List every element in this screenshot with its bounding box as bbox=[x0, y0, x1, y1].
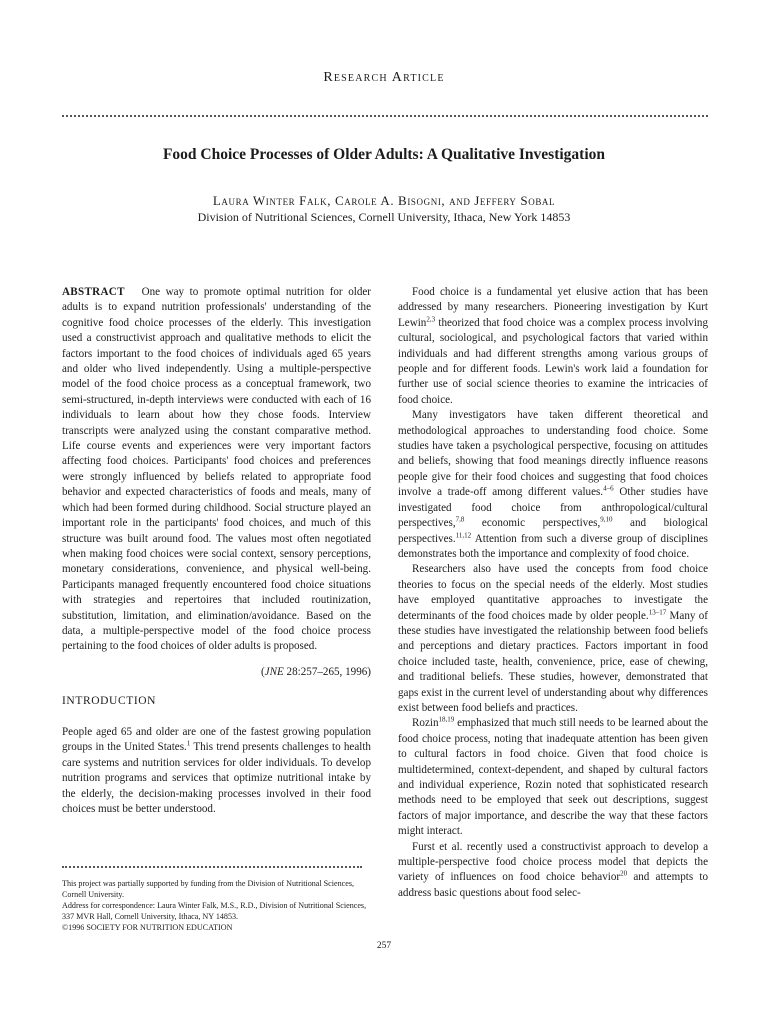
abstract-label: ABSTRACT bbox=[62, 286, 125, 298]
footnote-funding: This project was partially supported by funding from the Division of Nutritional Sciences, Cornell University. bbox=[62, 879, 354, 899]
body-paragraph-3: Researchers also have used the concepts from food choice theories to focus on the special needs of the elderly. Most studies have employed quantitative approaches to investigate the determinants of the food choices made by older people.$^{13-17}$ Many of these studies have investigated the relationship between food beliefs and perceptions and dietary practices. Factors important in food choice included taste, health, convenience, price, ease of chewing, and traditional beliefs. These studies, however, demonstrated that gaps exist in the current level of understanding about why differences exist between food beliefs and practices. bbox=[398, 563, 708, 714]
abstract-paragraph bbox=[62, 285, 371, 655]
page-number: 257 bbox=[376, 941, 392, 951]
section-label: Research Article bbox=[323, 70, 445, 85]
abstract-text: One way to promote optimal nutrition for older adults is to expand nutrition professionals' understanding of the cognitive food choice processes of the elderly. This investigation used a constructivist approach and qualitative methods to elicit the factors important to the food choices of individuals aged 65 years and older who lived independently. Using a multiple-perspective model of the food choice process as a conceptual framework, two semi-structured, in-depth interviews were conducted with each of 16 individuals to learn about how they chose foods. Interview transcripts were analyzed using the constant comparative method. Life course events and experiences were very important factors affecting food choices. Participants' food choices and preferences were strongly influenced by beliefs related to appropriate food behavior and expected characteristics of foods and meals, many of which had been formed during childhood. Social structure played an important role in the participants' food choices, and much of this structure was built around food. The values most often negotiated when making food choices were social context, sensory perceptions, monetary considerations, convenience, and physical well-being. Participants managed frequently encountered food choice situations with strategies and repertoires that included routinization, substitution, limitation, and elimination/avoidance. Based on the data, a multiple-perspective model of the food choice process pertaining to the food choices of older adults is proposed. bbox=[62, 286, 371, 653]
citation-detail: 28:257–265, 1996) bbox=[283, 665, 371, 678]
header-divider bbox=[62, 115, 708, 117]
body-paragraph-5: Furst et al. recently used a constructivist approach to develop a multiple-perspective food choice process model that depicts the variety of influences on food choice behavior$^{20}$ and attempts to address basic questions about food selec- bbox=[398, 840, 708, 899]
body-paragraph-1: Food choice is a fundamental yet elusive action that has been addressed by many researchers. Pioneering investigation by Kurt Lewin$^{2,3}$ theorized that food choice was a complex process involving cultural, sociological, and psychological factors that varied within individuals and had different strengths among various groups of people and for different foods. Lewin's work laid a foundation for further use of social science theories to examine the intricacies of food choice. bbox=[398, 286, 708, 406]
introduction-heading: INTRODUCTION bbox=[62, 695, 157, 707]
footnote-correspondence: Address for correspondence: Laura Winter Falk, M.S., R.D., Division of Nutritional Sciences, 337 MVR Hall, Cornell University, Ithaca, NY 14853. bbox=[62, 901, 367, 921]
introduction-paragraph: People aged 65 and older are one of the fastest growing population groups in the United States.$^1$ This trend presents challenges to health care systems and nutrition services for older individuals. To develop nutrition programs and services that optimize nutritional intake by the elderly, the decision-making processes involved in their food choices must be better understood. bbox=[62, 726, 371, 816]
introduction-body bbox=[62, 725, 371, 817]
footnote-divider bbox=[62, 866, 362, 868]
footnote-copyright: ©1996 SOCIETY FOR NUTRITION EDUCATION bbox=[62, 923, 233, 932]
article-title: Food Choice Processes of Older Adults: A Qualitative Investigation bbox=[162, 146, 606, 163]
body-paragraph-4: Rozin$^{18,19}$ emphasized that much still needs to be learned about the food choice process, noting that inadequate attention has been given to cultural factors in food choice. Given that food choice is multidetermined, context-dependent, and shaped by cultural factors and individual experience, Rozin noted that sophisticated research methods need to be employed that seek out descriptions, suggest factors of major importance, and describe the way that these factors might interact. bbox=[398, 715, 708, 838]
body-paragraph-2: Many investigators have taken different theoretical and methodological approaches to understanding food choice. Some studies have taken a psychological perspective, focusing on attitudes and beliefs, showing that food meanings directly influence reasons people give for their food choices and suggesting that food choices involve a trade-off among different values.$^{4-6}$ Other studies have investigated food choice from anthropological/cultural perspectives,$^{7,8}$ economic perspectives,$^{9,10}$ and biological perspectives.$^{11,12}$ Attention from such a diverse group of disciplines demonstrates both the importance and complexity of food choice. bbox=[398, 409, 709, 560]
article-authors: Laura Winter Falk, Carole A. Bisogni, and Jeffery Sobal bbox=[212, 193, 556, 208]
article-affiliation: Division of Nutritional Sciences, Cornell University, Ithaca, New York 14853 bbox=[197, 210, 571, 224]
citation-journal: JNE bbox=[264, 665, 284, 678]
footnotes bbox=[62, 878, 372, 933]
abstract-block bbox=[62, 285, 371, 680]
body-right-column bbox=[398, 285, 708, 901]
abstract-citation: (JNE 28:257–265, 1996) bbox=[260, 665, 371, 678]
